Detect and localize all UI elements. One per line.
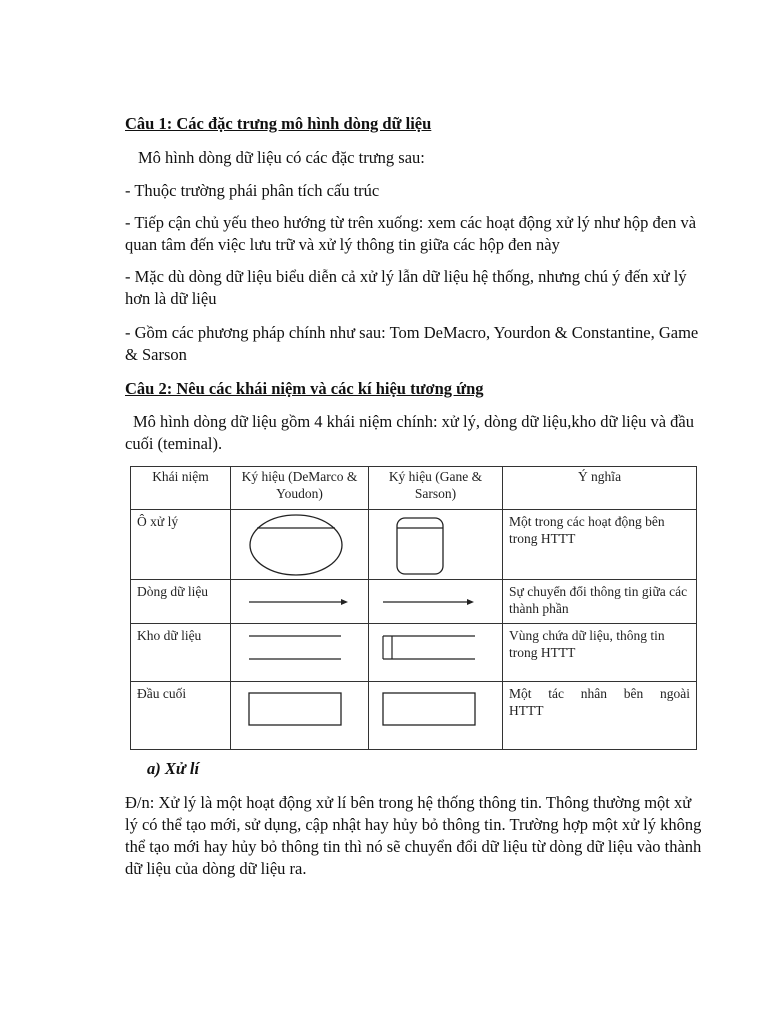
concept-cell: Kho dữ liệu <box>131 624 231 682</box>
meaning-line: Một tác nhân bên ngoài <box>509 686 690 701</box>
header-concept: Khái niệm <box>131 467 231 510</box>
concept-cell: Đầu cuối <box>131 682 231 750</box>
gane-symbol-cell <box>369 624 503 682</box>
demarco-symbol-cell <box>231 580 369 624</box>
meaning-cell: Vùng chứa dữ liệu, thông tin trong HTTT <box>503 624 697 682</box>
meaning-cell <box>503 682 697 750</box>
process-circle-symbol <box>231 510 368 579</box>
concept-cell: Dòng dữ liệu <box>131 580 231 624</box>
gane-symbol-cell <box>369 682 503 750</box>
flow-arrow-symbol <box>231 580 368 623</box>
concepts-table <box>130 466 697 750</box>
demarco-symbol-cell <box>231 510 369 580</box>
question1-heading: Câu 1: Các đặc trưng mô hình dòng dữ liệu <box>125 114 432 133</box>
question1-bullet-1: - Thuộc trường phái phân tích cấu trúc <box>125 181 380 200</box>
demarco-symbol-cell <box>231 624 369 682</box>
table-row <box>131 682 697 750</box>
flow-arrow-symbol <box>369 580 502 623</box>
section-a-title: a) Xử lí <box>147 759 200 778</box>
header-demarco: Ký hiệu (DeMarco & Youdon) <box>231 467 369 510</box>
concept-cell: Ô xử lý <box>131 510 231 580</box>
question2-intro: Mô hình dòng dữ liệu gồm 4 khái niệm chính: xử lý, dòng dữ liệu,kho dữ liệu và đầu cuối (teminal). <box>125 412 694 453</box>
data-store-lines-symbol <box>231 624 368 681</box>
header-meaning: Ý nghĩa <box>503 467 697 510</box>
question1-bullet-4: - Gồm các phương pháp chính như sau: Tom DeMacro, Yourdon & Constantine, Game & Sarson <box>125 323 699 364</box>
gane-symbol-cell <box>369 510 503 580</box>
demarco-symbol-cell <box>231 682 369 750</box>
table-header-row <box>131 467 697 510</box>
data-store-open-rect-symbol <box>369 624 502 681</box>
table-row <box>131 580 697 624</box>
question1-bullet-3: - Mặc dù dòng dữ liệu biểu diễn cả xử lý lẫn dữ liệu hệ thống, nhưng chú ý đến xử lý hơn là dữ liệu <box>125 267 687 308</box>
table-row <box>131 624 697 682</box>
question1-bullet-2: - Tiếp cận chủ yếu theo hướng từ trên xuống: xem các hoạt động xử lý như hộp đen và quan tâm đến việc lưu trữ và xử lý thông tin giữa các hộp đen này <box>125 213 697 254</box>
header-gane: Ký hiệu (Gane & Sarson) <box>369 467 503 510</box>
question2-heading: Câu 2: Nêu các khái niệm và các kí hiệu tương ứng <box>125 379 484 398</box>
terminal-rect-symbol <box>231 682 368 749</box>
gane-symbol-cell <box>369 580 503 624</box>
process-rounded-rect-symbol <box>369 510 502 579</box>
meaning-line: HTTT <box>509 703 544 718</box>
section-a-body: Đ/n: Xử lý là một hoạt động xử lí bên trong hệ thống thông tin. Thông thường một xử lý có thể tạo mới, sử dụng, cập nhật hay hủy bỏ thông tin. Trường hợp một xử lý không thể tạo mới hay hủy bỏ thông tin thì nó sẽ chuyển đổi dữ liệu từ dòng dữ liệu vào thành dữ liệu của dòng dữ liệu ra. <box>125 793 702 878</box>
meaning-cell: Sự chuyển đổi thông tin giữa các thành phần <box>503 580 697 624</box>
meaning-cell: Một trong các hoạt động bên trong HTTT <box>503 510 697 580</box>
table-row <box>131 510 697 580</box>
terminal-rect-symbol <box>369 682 502 749</box>
question1-intro: Mô hình dòng dữ liệu có các đặc trưng sau: <box>138 148 425 167</box>
